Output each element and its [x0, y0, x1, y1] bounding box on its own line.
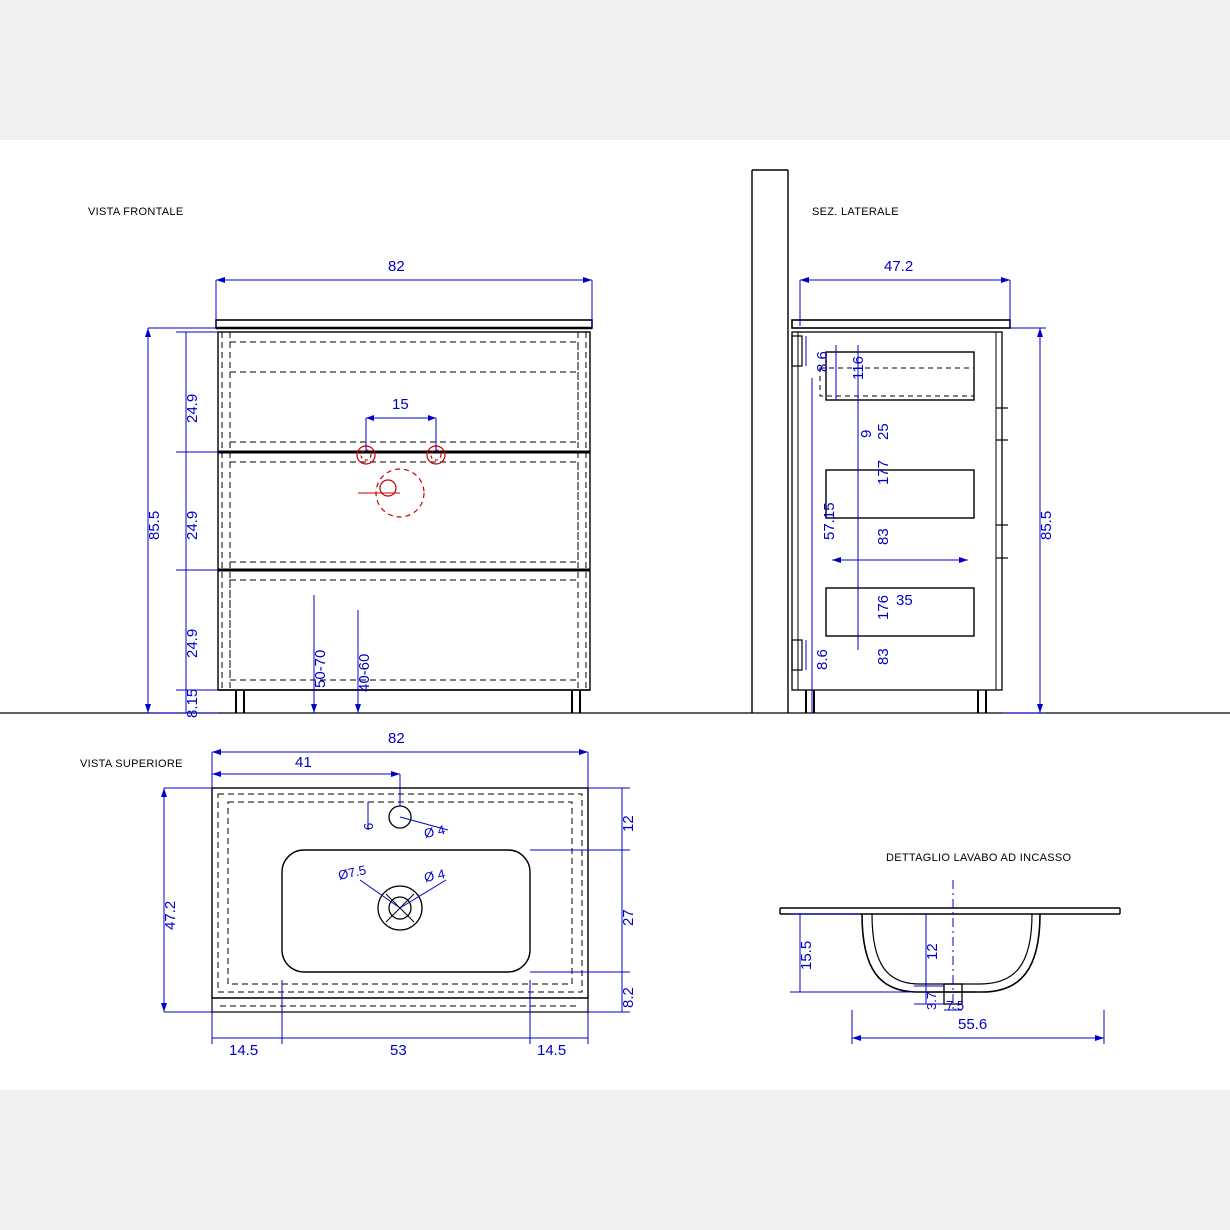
front-view-title: VISTA FRONTALE [88, 206, 184, 218]
top-dim-depth: 47.2 [162, 900, 179, 930]
side-dim-slide-b: 25 [875, 423, 892, 440]
detail-dim-h-mid: 12 [924, 943, 941, 960]
side-view-title: SEZ. LATERALE [812, 206, 899, 218]
top-dim-tap-x: 41 [295, 754, 312, 771]
side-dim-drawer-h2: 83 [875, 648, 892, 665]
top-dim-left-margin: 14.5 [229, 1042, 259, 1059]
front-dim-drawer1: 24.9 [184, 393, 201, 423]
side-dim-bottom-gap: 8.6 [814, 649, 831, 670]
detail-view-geometry [0, 140, 1230, 1090]
top-view-title: VISTA SUPERIORE [80, 758, 183, 770]
top-dim-back-strip: 12 [620, 815, 637, 832]
top-dim-width: 82 [388, 730, 405, 747]
drawing-paper [0, 140, 1230, 1090]
front-dim-mirror-height: 50-70 [312, 649, 329, 688]
side-dim-depth: 47.2 [884, 258, 914, 275]
detail-view-title: DETTAGLIO LAVABO AD INCASSO [886, 852, 1072, 864]
side-dim-mid: 177 [875, 459, 892, 485]
top-dim-basin-depth: 27 [620, 909, 637, 926]
side-dim-top-inner: 116 [850, 356, 867, 380]
front-dim-width: 82 [388, 258, 405, 275]
detail-dim-h-left: 15.5 [798, 940, 815, 970]
front-dim-drawer2: 24.9 [184, 510, 201, 540]
side-dim-drawer-h1: 83 [875, 528, 892, 545]
front-dim-plinth: 8.15 [184, 688, 201, 718]
top-dim-hole-d1: Ø 4 [422, 821, 447, 842]
side-dim-top-gap: 8.6 [814, 351, 831, 372]
side-dim-mid2: 176 [875, 594, 892, 620]
side-dim-slide-a: 9 [858, 429, 875, 438]
detail-dim-neck: 7.5 [946, 998, 965, 1013]
front-dim-drawer3: 24.9 [184, 628, 201, 658]
top-dim-right-margin: 14.5 [537, 1042, 567, 1059]
top-dim-hole-d2: Ø 4 [422, 865, 447, 886]
side-dim-body-height: 57.15 [821, 502, 838, 540]
top-dim-front-strip: 8.2 [620, 987, 637, 1008]
detail-dim-h-small: 3.7 [924, 991, 939, 1010]
front-dim-socket-height: 40-60 [356, 653, 373, 692]
front-dim-tap-spacing: 15 [392, 396, 409, 413]
side-dim-inner-depth: 35 [896, 592, 913, 609]
detail-dim-width: 55.6 [958, 1016, 988, 1033]
top-dim-drain-d: Ø7.5 [336, 862, 368, 883]
side-dim-total-height: 85.5 [1038, 510, 1055, 540]
top-dim-tap-offset: 6 [361, 822, 376, 830]
front-dim-total-height: 85.5 [146, 510, 163, 540]
top-dim-basin-width: 53 [390, 1042, 407, 1059]
